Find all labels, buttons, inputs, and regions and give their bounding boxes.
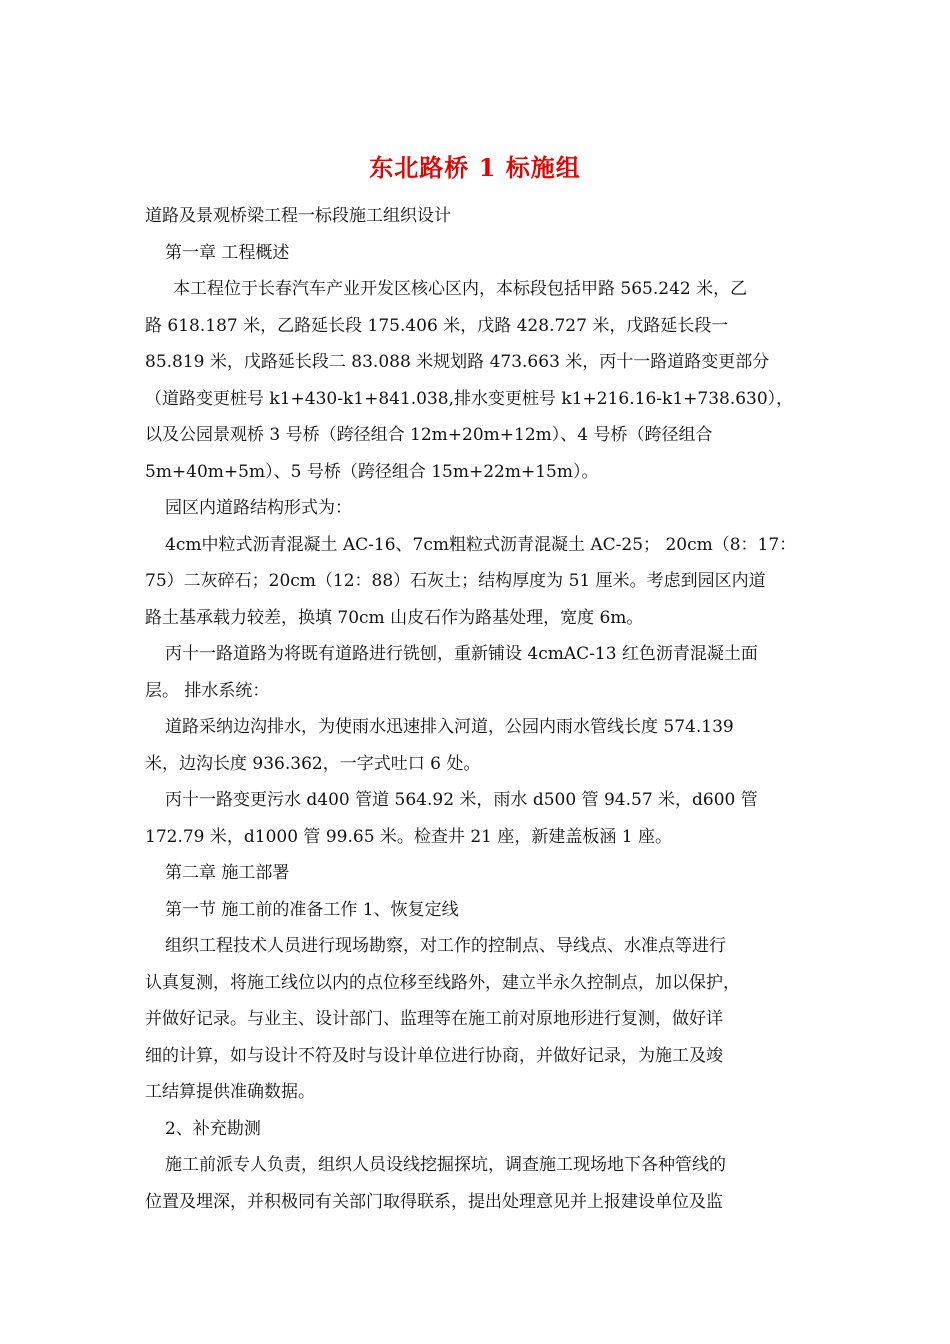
paragraph-line: 4cm中粒式沥青混凝土 AC-16、7cm粗粒式沥青混凝土 AC-25； 20cm（8：17： — [165, 534, 797, 555]
paragraph-line: 工结算提供准确数据。 — [145, 1082, 315, 1102]
chapter-heading: 第二章 施工部署 — [165, 863, 290, 883]
paragraph-line: 组织工程技术人员进行现场勘察，对工作的控制点、导线点、水准点等进行 — [165, 936, 726, 956]
paragraph-line: 75）二灰碎石；20cm（12：88）石灰土；结构厚度为 51 厘米。考虑到园区内道 — [145, 571, 766, 591]
paragraph-line: 位置及埋深，并积极同有关部门取得联系，提出处理意见并上报建设单位及监 — [145, 1191, 723, 1212]
paragraph-line: 施工前派专人负责，组织人员设线挖掘探坑，调查施工现场地下各种管线的 — [165, 1155, 726, 1175]
paragraph-line: 米，边沟长度 936.362，一字式吐口 6 处。 — [145, 753, 481, 774]
subsection-heading: 2、补充勘测 — [165, 1118, 261, 1139]
paragraph-line: 并做好记录。与业主、设计部门、监理等在施工前对原地形进行复测，做好详 — [145, 1009, 723, 1029]
paragraph-line: 路 618.187 米，乙路延长段 175.406 米，戊路 428.727 米，戊路延长段一 — [145, 315, 729, 336]
subtitle-line: 道路及景观桥梁工程一标段施工组织设计 — [145, 206, 451, 226]
paragraph-line: 5m+40m+5m）、5 号桥（跨径组合 15m+22m+15m）。 — [145, 461, 599, 482]
document-body — [145, 198, 805, 1220]
paragraph-line: 丙十一路变更污水 d400 管道 564.92 米，雨水 d500 管 94.57 米，d600 管 — [165, 790, 758, 810]
paragraph-line: 本工程位于长春汽车产业开发区核心区内，本标段包括甲路 565.242 米，乙 — [173, 279, 748, 299]
paragraph-line: 以及公园景观桥 3 号桥（跨径组合 12m+20m+12m）、4 号桥（跨径组合 — [145, 425, 713, 445]
paragraph-line: 园区内道路结构形式为： — [165, 498, 352, 518]
paragraph-line: 172.79 米，d1000 管 99.65 米。检查井 21 座，新建盖板涵 1 座。 — [145, 826, 672, 847]
chapter-heading: 第一章 工程概述 — [165, 242, 290, 263]
paragraph-line: （道路变更桩号 k1+430-k1+841.038,排水变更桩号 k1+216.16-k1+738.630）， — [145, 388, 794, 409]
paragraph-line: 丙十一路道路为将既有道路进行铣刨，重新铺设 4cmAC-13 红色沥青混凝土面 — [165, 644, 758, 664]
paragraph-line: 路土基承载力较差，换填 70cm 山皮石作为路基处理，宽度 6m。 — [145, 607, 644, 628]
paragraph-line: 85.819 米，戊路延长段二 83.088 米规划路 473.663 米，丙十一路道路变更部分 — [145, 352, 770, 372]
paragraph-line: 层。 排水系统： — [145, 680, 270, 701]
paragraph-line: 道路采纳边沟排水，为使雨水迅速排入河道，公园内雨水管线长度 574.139 — [165, 717, 734, 737]
section-heading: 第一节 施工前的准备工作 1、恢复定线 — [165, 899, 459, 920]
paragraph-line: 认真复测，将施工线位以内的点位移至线路外，建立半永久控制点，加以保护， — [145, 972, 740, 993]
document-title: 东北路桥 1 标施组 — [369, 153, 581, 182]
paragraph-line: 细的计算，如与设计不符及时与设计单位进行协商，并做好记录，为施工及竣 — [145, 1045, 723, 1066]
